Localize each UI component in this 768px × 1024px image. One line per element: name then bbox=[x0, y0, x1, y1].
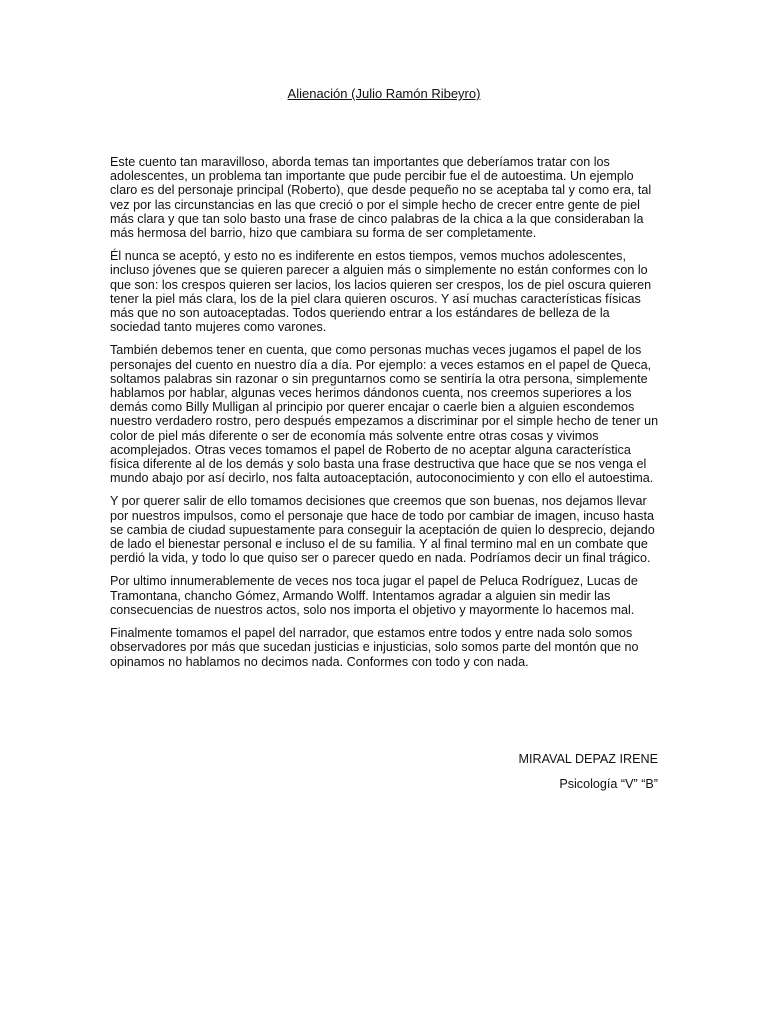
document-body bbox=[110, 155, 660, 678]
paragraph-4: Y por querer salir de ello tomamos decisiones que creemos que son buenas, nos dejamos llevar por nuestros impulsos, como el personaje que hace de todo por cambiar de imagen, incuso hasta se cambia de ciudad supuestamente para conseguir la aceptación de quien lo desprecio, dejando de lado el bienestar personal e incluso el de su familia. Y al final termino mal en un combate que perdió la vida, y todo lo que quiso ser o parecer quedo en nada. Podríamos decir un final trágico. bbox=[110, 494, 655, 566]
course-label: Psicología “V” “B” bbox=[559, 777, 658, 791]
paragraph-3: También debemos tener en cuenta, que como personas muchas veces jugamos el papel de los personajes del cuento en nuestro día a día. Por ejemplo: a veces estamos en el papel de Queca, soltamos palabras sin razonar o sin preguntarnos como se sentiría la otra persona, simplemente hablamos por hablar, algunas veces herimos dándonos cuenta, nos creemos superiores a los demás como Billy Mulligan al principio por querer encajar o caerle bien a alguien escondemos nuestro verdadero rostro, pero después empezamos a discriminar por el simple hecho de tener un color de piel más diferente o ser de economía más solvente entre otras cosas y vivimos acomplejados. Otras veces tomamos el papel de Roberto de no aceptar alguna característica física diferente al de los demás y solo basta una frase destructiva que hace que se nos venga el mundo abajo por así decirlo, nos falta autoaceptación, autoconocimiento y con ello el autoestima. bbox=[110, 343, 659, 486]
paragraph-5: Por ultimo innumerablemente de veces nos toca jugar el papel de Peluca Rodríguez, Lucas de Tramontana, chancho Gómez, Armando Wolff. Intentamos agradar a alguien sin medir las consecuencias de nuestros actos, solo nos importa el objetivo y mayormente lo hacemos mal. bbox=[110, 574, 638, 617]
paragraph-2: Él nunca se aceptó, y esto no es indiferente en estos tiempos, vemos muchos adolescentes, incluso jóvenes que se quieren parecer a alguien más o simplemente no están conformes con lo que son: los crespos quieren ser lacios, los lacios quieren ser crespos, los de piel oscura quieren tener la piel más clara, los de la piel clara quieren oscuros. Y así muchas características físicas más que no son autoaceptadas. Todos queriendo entrar a los estándares de belleza de la sociedad tanto mujeres como varones. bbox=[110, 249, 652, 335]
author-name: MIRAVAL DEPAZ IRENE bbox=[518, 752, 658, 766]
document-title: Alienación (Julio Ramón Ribeyro) bbox=[287, 86, 481, 101]
paragraph-6: Finalmente tomamos el papel del narrador, que estamos entre todos y entre nada solo somos observadores por más que sucedan justicias e injusticias, solo somos parte del montón que no opinamos no hablamos no decimos nada. Conformes con todo y con nada. bbox=[110, 626, 639, 669]
signature-block bbox=[519, 752, 659, 802]
paragraph-1: Este cuento tan maravilloso, aborda temas tan importantes que deberíamos tratar con los adolescentes, un problema tan importante que pude percibir fue el de autoestima. Un ejemplo claro es del personaje principal (Roberto), que desde pequeño no se aceptaba tal y como era, tal vez por las circunstancias en las que creció o por el simple hecho de crecer entre gente de piel más clara y que tan solo basto una frase de cinco palabras de la chica a la que consideraban la más hermosa del barrio, hizo que cambiara su forma de ser completamente. bbox=[110, 155, 652, 241]
